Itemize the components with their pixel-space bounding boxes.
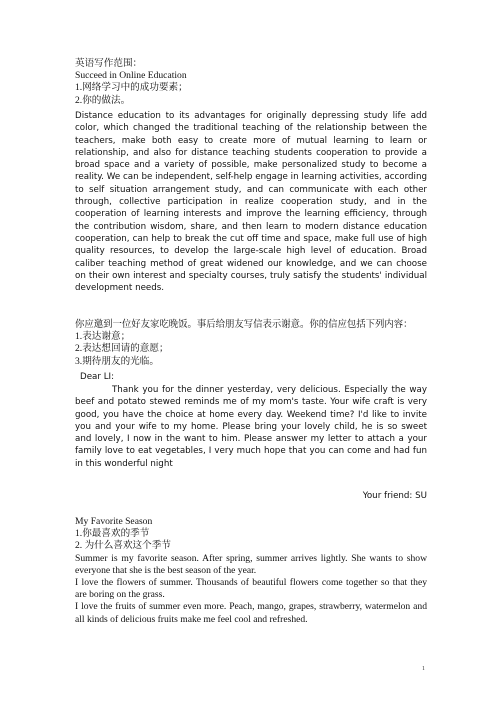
letter-signature: Your friend: SU <box>362 491 427 501</box>
season-requirement-1: 1.你最喜欢的季节 <box>75 528 150 540</box>
section-favorite-season <box>75 516 427 626</box>
season-paragraph-1: Summer is my favorite season. After spring, summer arrives lightly. She wants to show everyone that she is the best season of the year. <box>75 552 427 576</box>
letter-requirement-3: 3.期待朋友的光临。 <box>75 355 159 367</box>
letter-requirement-2: 2.表达想回请的意愿； <box>75 343 169 355</box>
letter-prompt: 你应邀到一位好友家吃晚饭。事后给朋友写信表示谢意。你的信应包括下列内容： <box>75 320 413 330</box>
letter-body: Thank you for the dinner yesterday, very delicious. Especially the way beef and potato stewed reminds me of my mom's taste. Your wife craft is very good, you have the choice at home every day. Weekend time? I'd like to invite you and your wife to my home. Please bring your lovely child, he is so sweet and lovely, I now in the want to him. Please answer my letter to attach a your family love to eat vegetables, I very much hope that you can come and had fun in this wonderful night <box>75 385 427 469</box>
season-title: My Favorite Season <box>75 516 153 527</box>
season-paragraph-3: I love the fruits of summer even more. Peach, mango, grapes, strawberry, watermelon and all kinds of delicious fruits make me feel cool and refreshed. <box>75 601 427 625</box>
requirement-1: 1.网络学习中的成功要素； <box>75 82 188 94</box>
essay-title: Succeed in Online Education <box>75 70 187 82</box>
writing-scope-heading: 英语写作范围： <box>75 58 143 69</box>
essay-body: Distance education to its advantages for originally depressing study life add color, which changed the traditional teaching of the relationship between the teachers, make both easy to create more of mutual learning to learn or relationship, and also for distance teaching students cooperation to provide a broad space and a variety of possible, make personalized study to become a reality. We can be independent, self-help engage in learning activities, according to self situation arrangement study, and can communicate with each other through, collective participation in realize cooperation study, and in the cooperation of learning interests and improve the learning efficiency, through the contribution wisdom, share, and then learn to modern distance education cooperation, can help to break the cut off time and space, make full use of high quality resources, to develop the large-scale high level of education. Broad caliber teaching method of great widened our knowledge, and we can choose on their own interest and specialty courses, truly satisfy the students' individual development needs. <box>75 111 427 294</box>
season-paragraph-2: I love the flowers of summer. Thousands of beautiful flowers come together so that they are boring on the grass. <box>75 577 427 601</box>
section-online-education <box>75 58 427 107</box>
letter-salutation: Dear LI: <box>80 372 115 382</box>
letter-requirement-1: 1.表达谢意； <box>75 331 131 343</box>
page-number: 1 <box>422 666 425 672</box>
season-requirement-2: 2. 为什么喜欢这个季节 <box>75 540 171 552</box>
section-thank-you-letter <box>75 319 427 368</box>
requirement-2: 2.你的做法。 <box>75 94 131 106</box>
